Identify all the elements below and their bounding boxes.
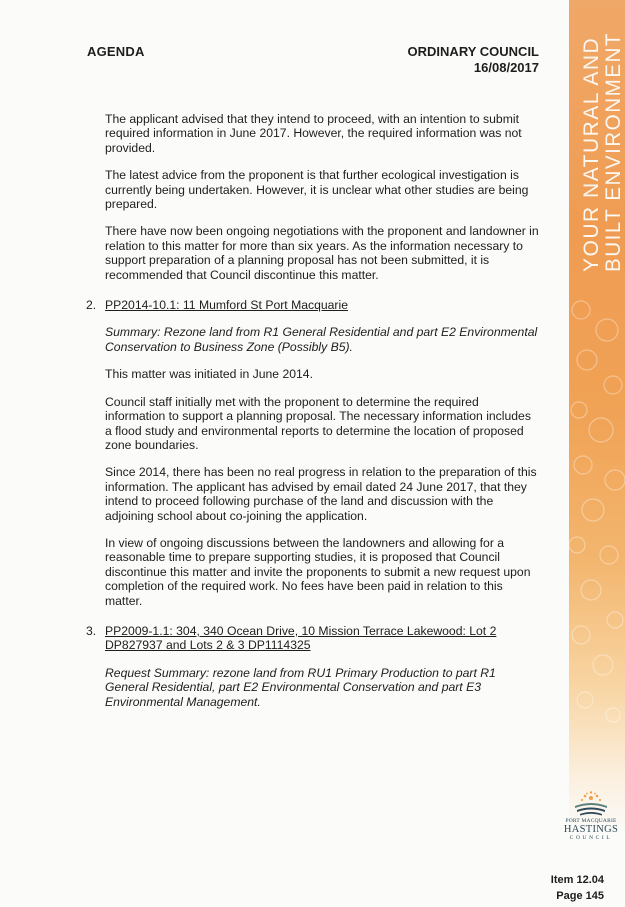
agenda-heading: AGENDA bbox=[87, 44, 145, 59]
paragraph: The applicant advised that they intend to proceed, with an intention to submit required information in June 2017. However, the required information was not provided. bbox=[105, 112, 522, 155]
paragraph: Since 2014, there has been no real progress in relation to the preparation of this information. The applicant has advised by email dated 24 June 2017, that they intend to proceed following purchase of the land and discussion with the adjoining school about co-joining the application. bbox=[105, 465, 537, 523]
page-number: Page 145 bbox=[556, 890, 604, 902]
document-body bbox=[86, 112, 541, 722]
meeting-name: ORDINARY COUNCIL bbox=[407, 44, 539, 59]
paragraph: This matter was initiated in June 2014. bbox=[105, 367, 313, 382]
paragraph: There have now been ongoing negotiations with the proponent and landowner in relation to this matter for more than six years. As the information necessary to support preparation of a planning proposal has not been submitted, it is recommended that Council discontinue this matter. bbox=[105, 224, 539, 282]
item-title: PP2014-10.1: 11 Mumford St Port Macquarie bbox=[105, 298, 348, 313]
tagline-line2: BUILT ENVIRONMENT bbox=[602, 27, 625, 272]
item-title: PP2009-1.1: 304, 340 Ocean Drive, 10 Mission Terrace Lakewood: Lot 2 DP827937 and Lots 2 & 3 DP1114325 bbox=[105, 623, 497, 653]
council-logo bbox=[560, 790, 622, 841]
item-summary: Request Summary: rezone land from RU1 Primary Production to part R1 General Residential, part E2 Environmental Conservation and part E3 Environmental Management. bbox=[105, 665, 496, 709]
sun-waves-icon bbox=[571, 790, 611, 816]
paragraph: In view of ongoing discussions between the landowners and allowing for a reasonable time to prepare supporting studies, it is proposed that Council discontinue this matter and invite the proponents to submit a new request upon completion of the required work. No fees have been paid in relation to this matter. bbox=[105, 535, 531, 608]
logo-text-line3: COUNCIL bbox=[569, 835, 613, 841]
paragraph: The latest advice from the proponent is that further ecological investigation is currently being undertaken. However, it is unclear what other studies are being prepared. bbox=[105, 168, 529, 212]
meeting-date: 16/08/2017 bbox=[473, 60, 539, 75]
item-summary: Summary: Rezone land from R1 General Residential and part E2 Environmental Conservation to Business Zone (Possibly B5). bbox=[105, 325, 538, 354]
item-number: 3. bbox=[86, 623, 97, 638]
paragraph: Council staff initially met with the proponent to determine the required information to support a planning proposal. The necessary information includes a flood study and environmental reports to determine the location of proposed zone boundaries. bbox=[105, 394, 531, 452]
agenda-item-2-heading bbox=[86, 298, 541, 313]
decorative-pattern bbox=[569, 290, 625, 790]
meeting-info bbox=[408, 44, 539, 76]
page-footer bbox=[551, 872, 604, 904]
logo-text-line2: HASTINGS bbox=[563, 824, 619, 835]
item-reference: Item 12.04 bbox=[550, 874, 604, 886]
sidebar-tagline bbox=[570, 24, 625, 274]
agenda-item-3-heading bbox=[86, 623, 541, 653]
item-number: 2. bbox=[86, 298, 97, 313]
tagline-line1: YOUR NATURAL AND bbox=[580, 36, 603, 272]
logo-text-line1: PORT MACQUARIE bbox=[565, 818, 617, 824]
